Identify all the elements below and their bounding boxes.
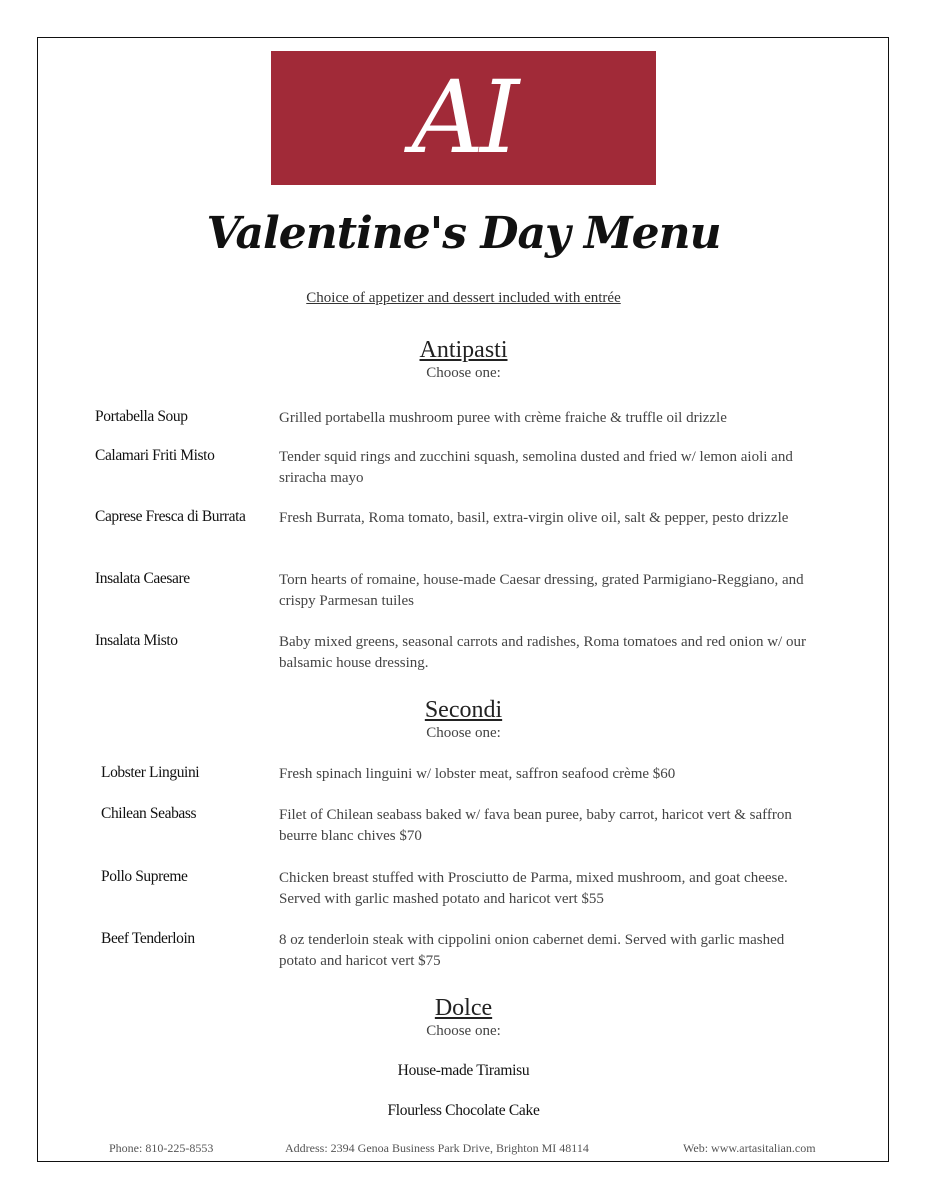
item-name: Calamari Friti Misto: [95, 447, 215, 464]
item-description: Chicken breast stuffed with Prosciutto de Parma, mixed mushroom, and goat cheese. Served with garlic mashed potato and haricot vert $55: [279, 870, 788, 907]
dessert-item: Flourless Chocolate Cake: [387, 1102, 540, 1119]
logo-text: AI: [411, 59, 516, 176]
page-title: Valentine's Day Menu: [206, 208, 721, 259]
item-name: Portabella Soup: [95, 408, 188, 425]
footer-phone: Phone: 810-225-8553: [109, 1141, 214, 1155]
item-description: Baby mixed greens, seasonal carrots and radishes, Roma tomatoes and red onion w/ our balsamic house dressing.: [279, 634, 806, 671]
section-secondi: [0, 696, 927, 742]
item-description: Tender squid rings and zucchini squash, semolina dusted and fried w/ lemon aioli and sriracha mayo: [279, 449, 793, 486]
section-instruction: Choose one:: [426, 1023, 501, 1039]
section-instruction: Choose one:: [426, 365, 501, 381]
footer-address: Address: 2394 Genoa Business Park Drive, Brighton MI 48114: [285, 1141, 589, 1155]
item-name: Chilean Seabass: [101, 805, 197, 822]
dessert-item: House-made Tiramisu: [397, 1062, 530, 1079]
item-description: 8 oz tenderloin steak with cippolini onion cabernet demi. Served with garlic mashed potato and haricot vert $75: [279, 932, 785, 969]
section-dolce: [0, 994, 927, 1040]
footer-web: Web: www.artasitalian.com: [683, 1141, 816, 1155]
item-name: Pollo Supreme: [101, 868, 188, 885]
item-description: Fresh spinach linguini w/ lobster meat, saffron seafood crème $60: [279, 766, 676, 782]
item-name: Beef Tenderloin: [101, 930, 195, 947]
item-description: Filet of Chilean seabass baked w/ fava bean puree, baby carrot, haricot vert & saffron beurre blanc chives $70: [279, 807, 792, 844]
section-instruction: Choose one:: [426, 725, 501, 741]
item-name: Insalata Misto: [95, 632, 178, 649]
subtitle: Choice of appetizer and dessert included with entrée: [306, 290, 621, 306]
item-name: Caprese Fresca di Burrata: [95, 508, 246, 525]
restaurant-logo: [271, 51, 656, 185]
item-description: Torn hearts of romaine, house-made Caesar dressing, grated Parmigiano-Reggiano, and crispy Parmesan tuiles: [279, 572, 804, 609]
section-antipasti: [0, 336, 927, 382]
item-description: Fresh Burrata, Roma tomato, basil, extra-virgin olive oil, salt & pepper, pesto drizzle: [279, 510, 789, 526]
section-heading: Dolce: [434, 995, 493, 1021]
item-name: Insalata Caesare: [95, 570, 190, 587]
item-name: Lobster Linguini: [101, 764, 200, 781]
item-description: Grilled portabella mushroom puree with crème fraiche & truffle oil drizzle: [279, 410, 727, 426]
section-heading: Antipasti: [419, 337, 508, 363]
section-heading: Secondi: [424, 697, 503, 723]
